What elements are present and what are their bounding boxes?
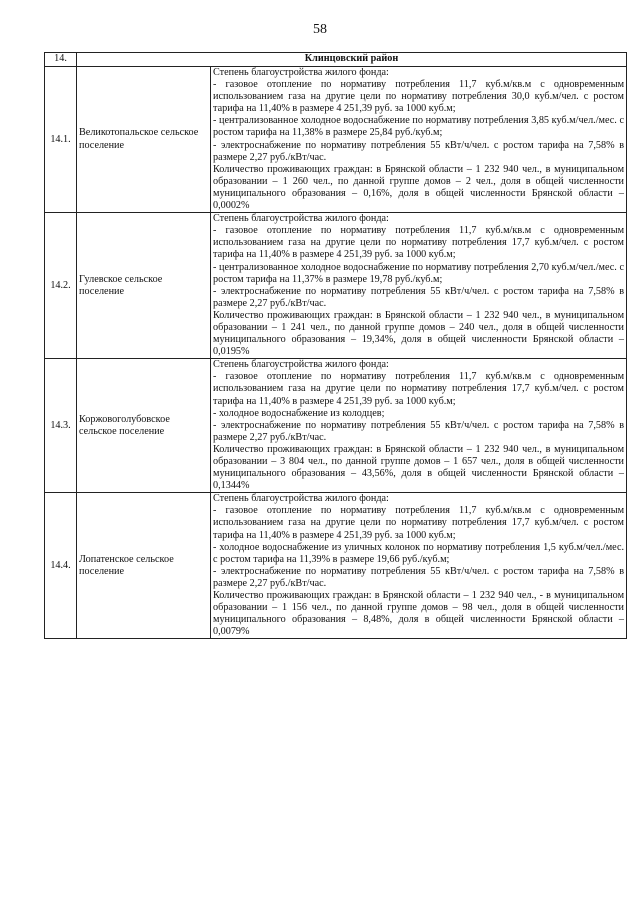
district-header-row: [45, 53, 627, 67]
description-line: Количество проживающих граждан: в Брянской области – 1 232 940 чел., в муниципальном образовании – 1 260 чел., по данной группе домов – 2 чел., доля в общей численности муниципального образования – 0,16%, доля в общей численности Брянской области – 0,0002%: [213, 163, 625, 212]
housing-description: [211, 493, 627, 639]
housing-description: [211, 359, 627, 493]
description-line: - электроснабжение по нормативу потребления 55 кВт/ч/чел. с ростом тарифа на 7,58% в размере 2,27 руб./кВт/час.: [213, 419, 625, 443]
settlement-name: Великотопальское сельское поселение: [77, 67, 211, 213]
description-line: - централизованное холодное водоснабжение по нормативу потребления 3,85 куб.м/чел./мес. с ростом тарифа на 11,38% в размере 25,84 руб./куб.м;: [213, 115, 625, 139]
row-number: 14.1.: [45, 67, 77, 213]
district-table: [44, 52, 627, 639]
description-line: Степень благоустройства жилого фонда:: [213, 67, 389, 78]
description-line: Количество проживающих граждан: в Брянской области – 1 232 940 чел., в муниципальном образовании – 1 241 чел., по данной группе домов – 240 чел., доля в общей численности муниципального образования – 19,34%, доля в общей численности Брянской области – 0,0195%: [213, 309, 625, 358]
description-line: Степень благоустройства жилого фонда:: [213, 359, 389, 371]
district-number: 14.: [45, 53, 77, 67]
table-row: [45, 359, 627, 493]
description-line: - электроснабжение по нормативу потребления 55 кВт/ч/чел. с ростом тарифа на 7,58% в размере 2,27 руб./кВт/час.: [213, 565, 625, 589]
housing-description: [211, 213, 627, 359]
table-row: [45, 213, 627, 359]
description-line: Степень благоустройства жилого фонда:: [213, 493, 389, 505]
table-row: [45, 493, 627, 639]
description-line: - централизованное холодное водоснабжение по нормативу потребления 2,70 куб.м/чел./мес. с ростом тарифа на 11,37% в размере 19,78 руб./куб.м;: [213, 261, 625, 285]
district-title: Клинцовский район: [77, 53, 627, 67]
row-number: 14.2.: [45, 213, 77, 359]
description-line: - холодное водоснабжение из колодцев;: [213, 407, 385, 419]
description-line: - газовое отопление по нормативу потребления 11,7 куб.м/кв.м с одновременным использованием газа на другие цели по нормативу потребления 30,0 куб.м/чел. с ростом тарифа на 11,40% в размере 4 251,39 руб. за 1000 куб.м;: [213, 79, 625, 115]
page-number: 58: [313, 22, 327, 37]
row-number: 14.4.: [45, 493, 77, 639]
settlement-name: Лопатенское сельское поселение: [77, 493, 211, 639]
description-line: - электроснабжение по нормативу потребления 55 кВт/ч/чел. с ростом тарифа на 7,58% в размере 2,27 руб./кВт/час.: [213, 139, 625, 163]
housing-description: [211, 67, 627, 213]
description-line: - газовое отопление по нормативу потребления 11,7 куб.м/кв.м с одновременным использованием газа на другие цели по нормативу потребления 17,7 куб.м/чел. с ростом тарифа на 11,40% в размере 4 251,39 руб. за 1000 куб.м;: [213, 505, 625, 541]
description-line: - электроснабжение по нормативу потребления 55 кВт/ч/чел. с ростом тарифа на 7,58% в размере 2,27 руб./кВт/час.: [213, 285, 625, 309]
settlement-name: Гулевское сельское поселение: [77, 213, 211, 359]
settlement-name: Коржовоголубовское сельское поселение: [77, 359, 211, 493]
description-line: - газовое отопление по нормативу потребления 11,7 куб.м/кв.м с одновременным использованием газа на другие цели по нормативу потребления 17,7 куб.м/чел. с ростом тарифа на 11,40% в размере 4 251,39 руб. за 1000 куб.м;: [213, 371, 625, 407]
row-number: 14.3.: [45, 359, 77, 493]
description-line: Степень благоустройства жилого фонда:: [213, 213, 389, 225]
description-line: - холодное водоснабжение из уличных колонок по нормативу потребления 1,5 куб.м/чел./мес. с ростом тарифа на 11,39% в размере 19,66 руб./куб.м;: [213, 541, 625, 565]
description-line: Количество проживающих граждан: в Брянской области – 1 232 940 чел., в муниципальном образовании – 3 804 чел., по данной группе домов – 1 657 чел., доля в общей численности муниципального образования – 43,56%, доля в общей численности Брянской области – 0,1344%: [213, 443, 625, 492]
description-line: Количество проживающих граждан: в Брянской области – 1 232 940 чел., - в муниципальном образовании – 1 156 чел., по данной группе домов – 98 чел., доля в общей численности муниципального образования – 8,48%, доля в общей численности Брянской области – 0,0079%: [213, 590, 625, 638]
description-line: - газовое отопление по нормативу потребления 11,7 куб.м/кв.м с одновременным использованием газа на другие цели по нормативу потребления 17,7 куб.м/чел. с ростом тарифа на 11,40% в размере 4 251,39 руб. за 1000 куб.м;: [213, 225, 625, 261]
table-row: [45, 67, 627, 213]
